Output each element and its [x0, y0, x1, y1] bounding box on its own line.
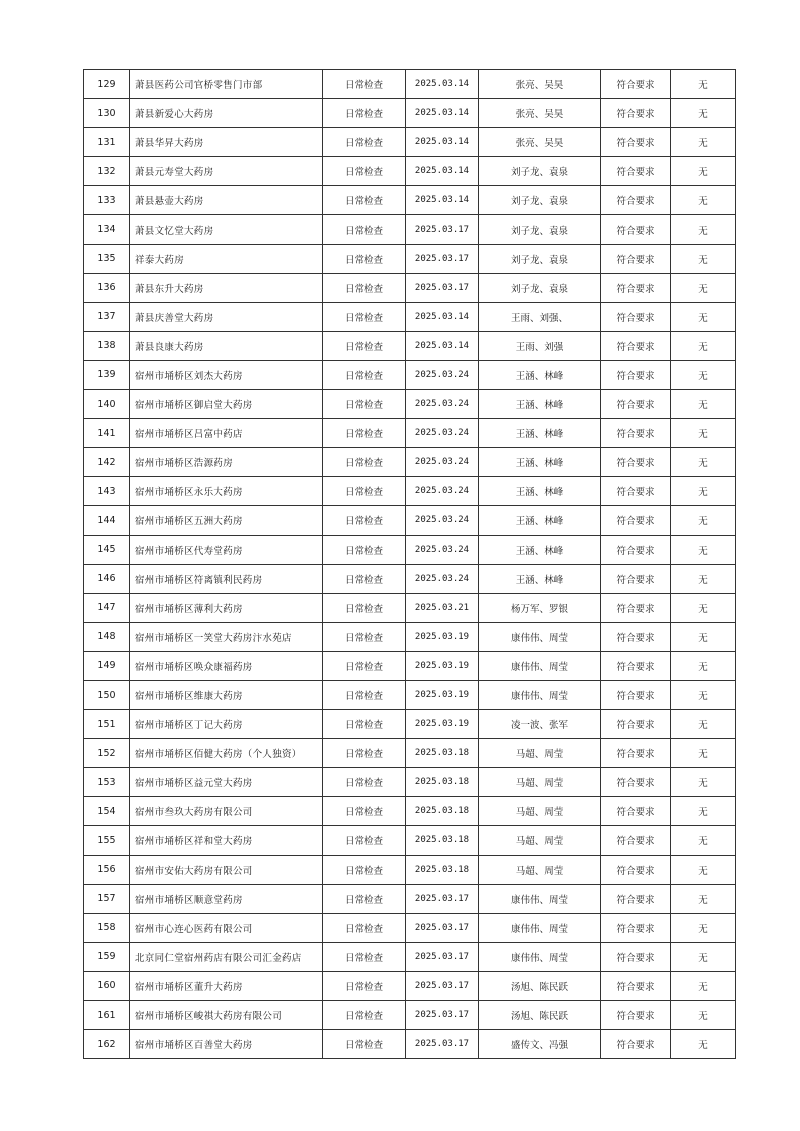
inspection-type-cell: 日常检查: [323, 186, 406, 215]
store-name-cell: 萧县良康大药房: [130, 331, 323, 360]
inspection-date-cell: 2025.03.24: [406, 360, 479, 389]
inspectors-cell: 马超、周莹: [479, 739, 601, 768]
store-name-cell: 宿州市埇桥区顺意堂药房: [130, 884, 323, 913]
inspection-result-cell: 符合要求: [601, 1001, 671, 1030]
inspection-result-cell: 符合要求: [601, 215, 671, 244]
inspectors-cell: 王涵、林峰: [479, 506, 601, 535]
inspection-date-cell: 2025.03.17: [406, 273, 479, 302]
store-name-cell: 宿州市埇桥区吕富中药店: [130, 419, 323, 448]
remark-cell: 无: [671, 506, 736, 535]
remark-cell: 无: [671, 564, 736, 593]
store-name-cell: 宿州市埇桥区一笑堂大药房汴水苑店: [130, 622, 323, 651]
inspectors-cell: 康伟伟、周莹: [479, 884, 601, 913]
inspection-result-cell: 符合要求: [601, 302, 671, 331]
inspection-date-cell: 2025.03.14: [406, 302, 479, 331]
row-number-cell: 156: [84, 855, 130, 884]
row-number-cell: 155: [84, 826, 130, 855]
table-row: [84, 448, 736, 477]
remark-cell: 无: [671, 244, 736, 273]
table-row: [84, 971, 736, 1000]
store-name-cell: 宿州市埇桥区丁记大药房: [130, 710, 323, 739]
remark-cell: 无: [671, 884, 736, 913]
inspection-date-cell: 2025.03.14: [406, 157, 479, 186]
row-number-cell: 135: [84, 244, 130, 273]
inspectors-cell: 汤旭、陈民跃: [479, 971, 601, 1000]
inspection-date-cell: 2025.03.19: [406, 710, 479, 739]
inspection-result-cell: 符合要求: [601, 419, 671, 448]
inspectors-cell: 王涵、林峰: [479, 419, 601, 448]
inspection-result-cell: 符合要求: [601, 739, 671, 768]
row-number-cell: 133: [84, 186, 130, 215]
inspectors-cell: 康伟伟、周莹: [479, 913, 601, 942]
table-row: [84, 244, 736, 273]
inspectors-cell: 马超、周莹: [479, 797, 601, 826]
store-name-cell: 萧县庆善堂大药房: [130, 302, 323, 331]
inspection-result-cell: 符合要求: [601, 157, 671, 186]
inspection-date-cell: 2025.03.19: [406, 651, 479, 680]
table-row: [84, 360, 736, 389]
store-name-cell: 宿州市埇桥区浩源药房: [130, 448, 323, 477]
table-body: [84, 70, 736, 1059]
inspection-type-cell: 日常检查: [323, 448, 406, 477]
inspection-type-cell: 日常检查: [323, 273, 406, 302]
row-number-cell: 143: [84, 477, 130, 506]
inspection-type-cell: 日常检查: [323, 128, 406, 157]
inspection-result-cell: 符合要求: [601, 680, 671, 709]
inspection-date-cell: 2025.03.19: [406, 680, 479, 709]
inspectors-cell: 马超、周莹: [479, 768, 601, 797]
inspection-result-cell: 符合要求: [601, 622, 671, 651]
inspectors-cell: 康伟伟、周莹: [479, 622, 601, 651]
row-number-cell: 153: [84, 768, 130, 797]
table-row: [84, 128, 736, 157]
row-number-cell: 144: [84, 506, 130, 535]
inspection-type-cell: 日常检查: [323, 680, 406, 709]
inspection-date-cell: 2025.03.24: [406, 506, 479, 535]
inspection-type-cell: 日常检查: [323, 622, 406, 651]
inspection-date-cell: 2025.03.17: [406, 244, 479, 273]
table-row: [84, 768, 736, 797]
table-row: [84, 826, 736, 855]
inspection-type-cell: 日常检查: [323, 826, 406, 855]
inspection-result-cell: 符合要求: [601, 244, 671, 273]
row-number-cell: 131: [84, 128, 130, 157]
remark-cell: 无: [671, 1001, 736, 1030]
inspection-date-cell: 2025.03.18: [406, 768, 479, 797]
remark-cell: 无: [671, 360, 736, 389]
inspection-date-cell: 2025.03.14: [406, 70, 479, 99]
table-row: [84, 157, 736, 186]
inspectors-cell: 刘子龙、袁泉: [479, 215, 601, 244]
store-name-cell: 宿州市埇桥区符离镇利民药房: [130, 564, 323, 593]
store-name-cell: 宿州市埇桥区祥和堂大药房: [130, 826, 323, 855]
inspection-result-cell: 符合要求: [601, 564, 671, 593]
table-row: [84, 797, 736, 826]
store-name-cell: 宿州市埇桥区百善堂大药房: [130, 1030, 323, 1059]
row-number-cell: 139: [84, 360, 130, 389]
table-row: [84, 535, 736, 564]
inspection-type-cell: 日常检查: [323, 1030, 406, 1059]
inspection-type-cell: 日常检查: [323, 1001, 406, 1030]
inspection-result-cell: 符合要求: [601, 942, 671, 971]
inspection-type-cell: 日常检查: [323, 913, 406, 942]
inspection-date-cell: 2025.03.17: [406, 1001, 479, 1030]
inspectors-cell: 王涵、林峰: [479, 535, 601, 564]
table-row: [84, 99, 736, 128]
remark-cell: 无: [671, 739, 736, 768]
inspectors-cell: 康伟伟、周莹: [479, 942, 601, 971]
store-name-cell: 宿州市埇桥区刘杰大药房: [130, 360, 323, 389]
store-name-cell: 宿州市埇桥区益元堂大药房: [130, 768, 323, 797]
store-name-cell: 宿州市埇桥区峻祺大药房有限公司: [130, 1001, 323, 1030]
row-number-cell: 161: [84, 1001, 130, 1030]
row-number-cell: 134: [84, 215, 130, 244]
inspectors-cell: 王涵、林峰: [479, 360, 601, 389]
store-name-cell: 北京同仁堂宿州药店有限公司汇金药店: [130, 942, 323, 971]
inspection-type-cell: 日常检查: [323, 971, 406, 1000]
store-name-cell: 宿州市埇桥区御启堂大药房: [130, 390, 323, 419]
remark-cell: 无: [671, 826, 736, 855]
inspection-type-cell: 日常检查: [323, 244, 406, 273]
inspection-type-cell: 日常检查: [323, 942, 406, 971]
inspection-result-cell: 符合要求: [601, 99, 671, 128]
table-row: [84, 651, 736, 680]
inspection-result-cell: 符合要求: [601, 477, 671, 506]
row-number-cell: 159: [84, 942, 130, 971]
inspectors-cell: 王涵、林峰: [479, 448, 601, 477]
table-row: [84, 855, 736, 884]
row-number-cell: 141: [84, 419, 130, 448]
store-name-cell: 萧县文忆堂大药房: [130, 215, 323, 244]
inspectors-cell: 刘子龙、袁泉: [479, 186, 601, 215]
remark-cell: 无: [671, 768, 736, 797]
row-number-cell: 157: [84, 884, 130, 913]
inspectors-cell: 马超、周莹: [479, 826, 601, 855]
remark-cell: 无: [671, 477, 736, 506]
inspection-result-cell: 符合要求: [601, 186, 671, 215]
inspection-date-cell: 2025.03.18: [406, 855, 479, 884]
inspection-date-cell: 2025.03.14: [406, 331, 479, 360]
inspection-result-cell: 符合要求: [601, 971, 671, 1000]
inspection-type-cell: 日常检查: [323, 157, 406, 186]
remark-cell: 无: [671, 128, 736, 157]
remark-cell: 无: [671, 593, 736, 622]
inspectors-cell: 马超、周莹: [479, 855, 601, 884]
store-name-cell: 宿州市安佑大药房有限公司: [130, 855, 323, 884]
table-row: [84, 942, 736, 971]
remark-cell: 无: [671, 1030, 736, 1059]
table-row: [84, 302, 736, 331]
store-name-cell: 萧县医药公司官桥零售门市部: [130, 70, 323, 99]
inspection-type-cell: 日常检查: [323, 70, 406, 99]
inspection-result-cell: 符合要求: [601, 390, 671, 419]
inspection-type-cell: 日常检查: [323, 477, 406, 506]
table-row: [84, 186, 736, 215]
inspection-type-cell: 日常检查: [323, 768, 406, 797]
remark-cell: 无: [671, 390, 736, 419]
remark-cell: 无: [671, 99, 736, 128]
row-number-cell: 146: [84, 564, 130, 593]
inspectors-cell: 张亮、吴昊: [479, 99, 601, 128]
inspectors-cell: 王涵、林峰: [479, 390, 601, 419]
row-number-cell: 149: [84, 651, 130, 680]
inspection-type-cell: 日常检查: [323, 564, 406, 593]
remark-cell: 无: [671, 331, 736, 360]
store-name-cell: 宿州市心连心医药有限公司: [130, 913, 323, 942]
inspectors-cell: 王雨、刘强、: [479, 302, 601, 331]
store-name-cell: 宿州市埇桥区永乐大药房: [130, 477, 323, 506]
inspection-type-cell: 日常检查: [323, 390, 406, 419]
row-number-cell: 151: [84, 710, 130, 739]
store-name-cell: 萧县华昇大药房: [130, 128, 323, 157]
inspection-result-cell: 符合要求: [601, 535, 671, 564]
inspection-result-cell: 符合要求: [601, 768, 671, 797]
inspection-result-cell: 符合要求: [601, 1030, 671, 1059]
table-row: [84, 884, 736, 913]
remark-cell: 无: [671, 913, 736, 942]
inspection-result-cell: 符合要求: [601, 273, 671, 302]
table-row: [84, 477, 736, 506]
remark-cell: 无: [671, 942, 736, 971]
row-number-cell: 152: [84, 739, 130, 768]
store-name-cell: 宿州市埇桥区唤众康福药房: [130, 651, 323, 680]
store-name-cell: 萧县东升大药房: [130, 273, 323, 302]
inspection-date-cell: 2025.03.24: [406, 390, 479, 419]
inspection-date-cell: 2025.03.18: [406, 797, 479, 826]
row-number-cell: 147: [84, 593, 130, 622]
inspectors-cell: 张亮、吴昊: [479, 128, 601, 157]
table-row: [84, 622, 736, 651]
inspection-result-cell: 符合要求: [601, 448, 671, 477]
table-row: [84, 70, 736, 99]
inspection-date-cell: 2025.03.17: [406, 942, 479, 971]
store-name-cell: 祥泰大药房: [130, 244, 323, 273]
row-number-cell: 162: [84, 1030, 130, 1059]
inspection-result-cell: 符合要求: [601, 70, 671, 99]
inspection-type-cell: 日常检查: [323, 884, 406, 913]
table-row: [84, 593, 736, 622]
inspection-date-cell: 2025.03.21: [406, 593, 479, 622]
remark-cell: 无: [671, 535, 736, 564]
row-number-cell: 158: [84, 913, 130, 942]
table-row: [84, 739, 736, 768]
table-row: [84, 913, 736, 942]
inspection-date-cell: 2025.03.18: [406, 739, 479, 768]
inspection-type-cell: 日常检查: [323, 535, 406, 564]
row-number-cell: 142: [84, 448, 130, 477]
table-row: [84, 710, 736, 739]
inspectors-cell: 凌一波、张军: [479, 710, 601, 739]
inspection-date-cell: 2025.03.17: [406, 971, 479, 1000]
store-name-cell: 萧县新爱心大药房: [130, 99, 323, 128]
inspection-type-cell: 日常检查: [323, 302, 406, 331]
inspection-date-cell: 2025.03.24: [406, 419, 479, 448]
inspection-result-cell: 符合要求: [601, 331, 671, 360]
row-number-cell: 129: [84, 70, 130, 99]
inspectors-cell: 王涵、林峰: [479, 564, 601, 593]
table-row: [84, 680, 736, 709]
inspection-date-cell: 2025.03.14: [406, 186, 479, 215]
inspection-date-cell: 2025.03.17: [406, 1030, 479, 1059]
store-name-cell: 宿州市叁玖大药房有限公司: [130, 797, 323, 826]
inspection-type-cell: 日常检查: [323, 739, 406, 768]
inspectors-cell: 王雨、刘强: [479, 331, 601, 360]
inspection-type-cell: 日常检查: [323, 215, 406, 244]
inspection-result-cell: 符合要求: [601, 710, 671, 739]
store-name-cell: 萧县元寿堂大药房: [130, 157, 323, 186]
row-number-cell: 130: [84, 99, 130, 128]
store-name-cell: 宿州市埇桥区维康大药房: [130, 680, 323, 709]
row-number-cell: 140: [84, 390, 130, 419]
table-row: [84, 564, 736, 593]
remark-cell: 无: [671, 651, 736, 680]
store-name-cell: 萧县悬壶大药房: [130, 186, 323, 215]
remark-cell: 无: [671, 70, 736, 99]
table-row: [84, 273, 736, 302]
inspection-type-cell: 日常检查: [323, 331, 406, 360]
remark-cell: 无: [671, 971, 736, 1000]
store-name-cell: 宿州市埇桥区佰健大药房（个人独资）: [130, 739, 323, 768]
inspection-date-cell: 2025.03.24: [406, 477, 479, 506]
inspectors-cell: 康伟伟、周莹: [479, 651, 601, 680]
remark-cell: 无: [671, 797, 736, 826]
remark-cell: 无: [671, 622, 736, 651]
inspectors-cell: 刘子龙、袁泉: [479, 244, 601, 273]
inspection-type-cell: 日常检查: [323, 506, 406, 535]
table-row: [84, 331, 736, 360]
inspection-date-cell: 2025.03.24: [406, 564, 479, 593]
inspection-type-cell: 日常检查: [323, 797, 406, 826]
inspectors-cell: 刘子龙、袁泉: [479, 157, 601, 186]
remark-cell: 无: [671, 302, 736, 331]
inspection-result-cell: 符合要求: [601, 913, 671, 942]
inspectors-cell: 张亮、吴昊: [479, 70, 601, 99]
row-number-cell: 160: [84, 971, 130, 1000]
store-name-cell: 宿州市埇桥区董升大药房: [130, 971, 323, 1000]
inspection-type-cell: 日常检查: [323, 710, 406, 739]
row-number-cell: 154: [84, 797, 130, 826]
inspection-date-cell: 2025.03.14: [406, 99, 479, 128]
inspection-date-cell: 2025.03.17: [406, 884, 479, 913]
store-name-cell: 宿州市埇桥区五洲大药房: [130, 506, 323, 535]
table-row: [84, 215, 736, 244]
store-name-cell: 宿州市埇桥区薄利大药房: [130, 593, 323, 622]
inspectors-cell: 杨万军、罗银: [479, 593, 601, 622]
inspectors-cell: 王涵、林峰: [479, 477, 601, 506]
inspection-type-cell: 日常检查: [323, 419, 406, 448]
inspection-date-cell: 2025.03.14: [406, 128, 479, 157]
inspection-date-cell: 2025.03.19: [406, 622, 479, 651]
inspection-type-cell: 日常检查: [323, 855, 406, 884]
inspection-result-cell: 符合要求: [601, 797, 671, 826]
inspection-date-cell: 2025.03.18: [406, 826, 479, 855]
inspection-result-cell: 符合要求: [601, 651, 671, 680]
inspection-result-cell: 符合要求: [601, 855, 671, 884]
row-number-cell: 150: [84, 680, 130, 709]
inspection-result-cell: 符合要求: [601, 128, 671, 157]
inspection-type-cell: 日常检查: [323, 593, 406, 622]
inspection-date-cell: 2025.03.24: [406, 448, 479, 477]
row-number-cell: 138: [84, 331, 130, 360]
row-number-cell: 145: [84, 535, 130, 564]
remark-cell: 无: [671, 215, 736, 244]
remark-cell: 无: [671, 448, 736, 477]
inspection-type-cell: 日常检查: [323, 360, 406, 389]
table-row: [84, 1030, 736, 1059]
inspection-date-cell: 2025.03.24: [406, 535, 479, 564]
inspection-table: [83, 69, 736, 1059]
inspectors-cell: 汤旭、陈民跃: [479, 1001, 601, 1030]
table-row: [84, 1001, 736, 1030]
row-number-cell: 137: [84, 302, 130, 331]
remark-cell: 无: [671, 855, 736, 884]
inspection-result-cell: 符合要求: [601, 826, 671, 855]
table-row: [84, 419, 736, 448]
remark-cell: 无: [671, 419, 736, 448]
row-number-cell: 132: [84, 157, 130, 186]
inspectors-cell: 盛传文、冯强: [479, 1030, 601, 1059]
inspection-type-cell: 日常检查: [323, 99, 406, 128]
remark-cell: 无: [671, 157, 736, 186]
table-row: [84, 506, 736, 535]
row-number-cell: 136: [84, 273, 130, 302]
inspection-date-cell: 2025.03.17: [406, 215, 479, 244]
remark-cell: 无: [671, 273, 736, 302]
inspectors-cell: 康伟伟、周莹: [479, 680, 601, 709]
inspection-result-cell: 符合要求: [601, 360, 671, 389]
inspection-result-cell: 符合要求: [601, 884, 671, 913]
inspection-type-cell: 日常检查: [323, 651, 406, 680]
table-row: [84, 390, 736, 419]
inspection-date-cell: 2025.03.17: [406, 913, 479, 942]
row-number-cell: 148: [84, 622, 130, 651]
inspectors-cell: 刘子龙、袁泉: [479, 273, 601, 302]
inspection-result-cell: 符合要求: [601, 506, 671, 535]
remark-cell: 无: [671, 680, 736, 709]
store-name-cell: 宿州市埇桥区代寿堂药房: [130, 535, 323, 564]
remark-cell: 无: [671, 186, 736, 215]
remark-cell: 无: [671, 710, 736, 739]
inspection-result-cell: 符合要求: [601, 593, 671, 622]
